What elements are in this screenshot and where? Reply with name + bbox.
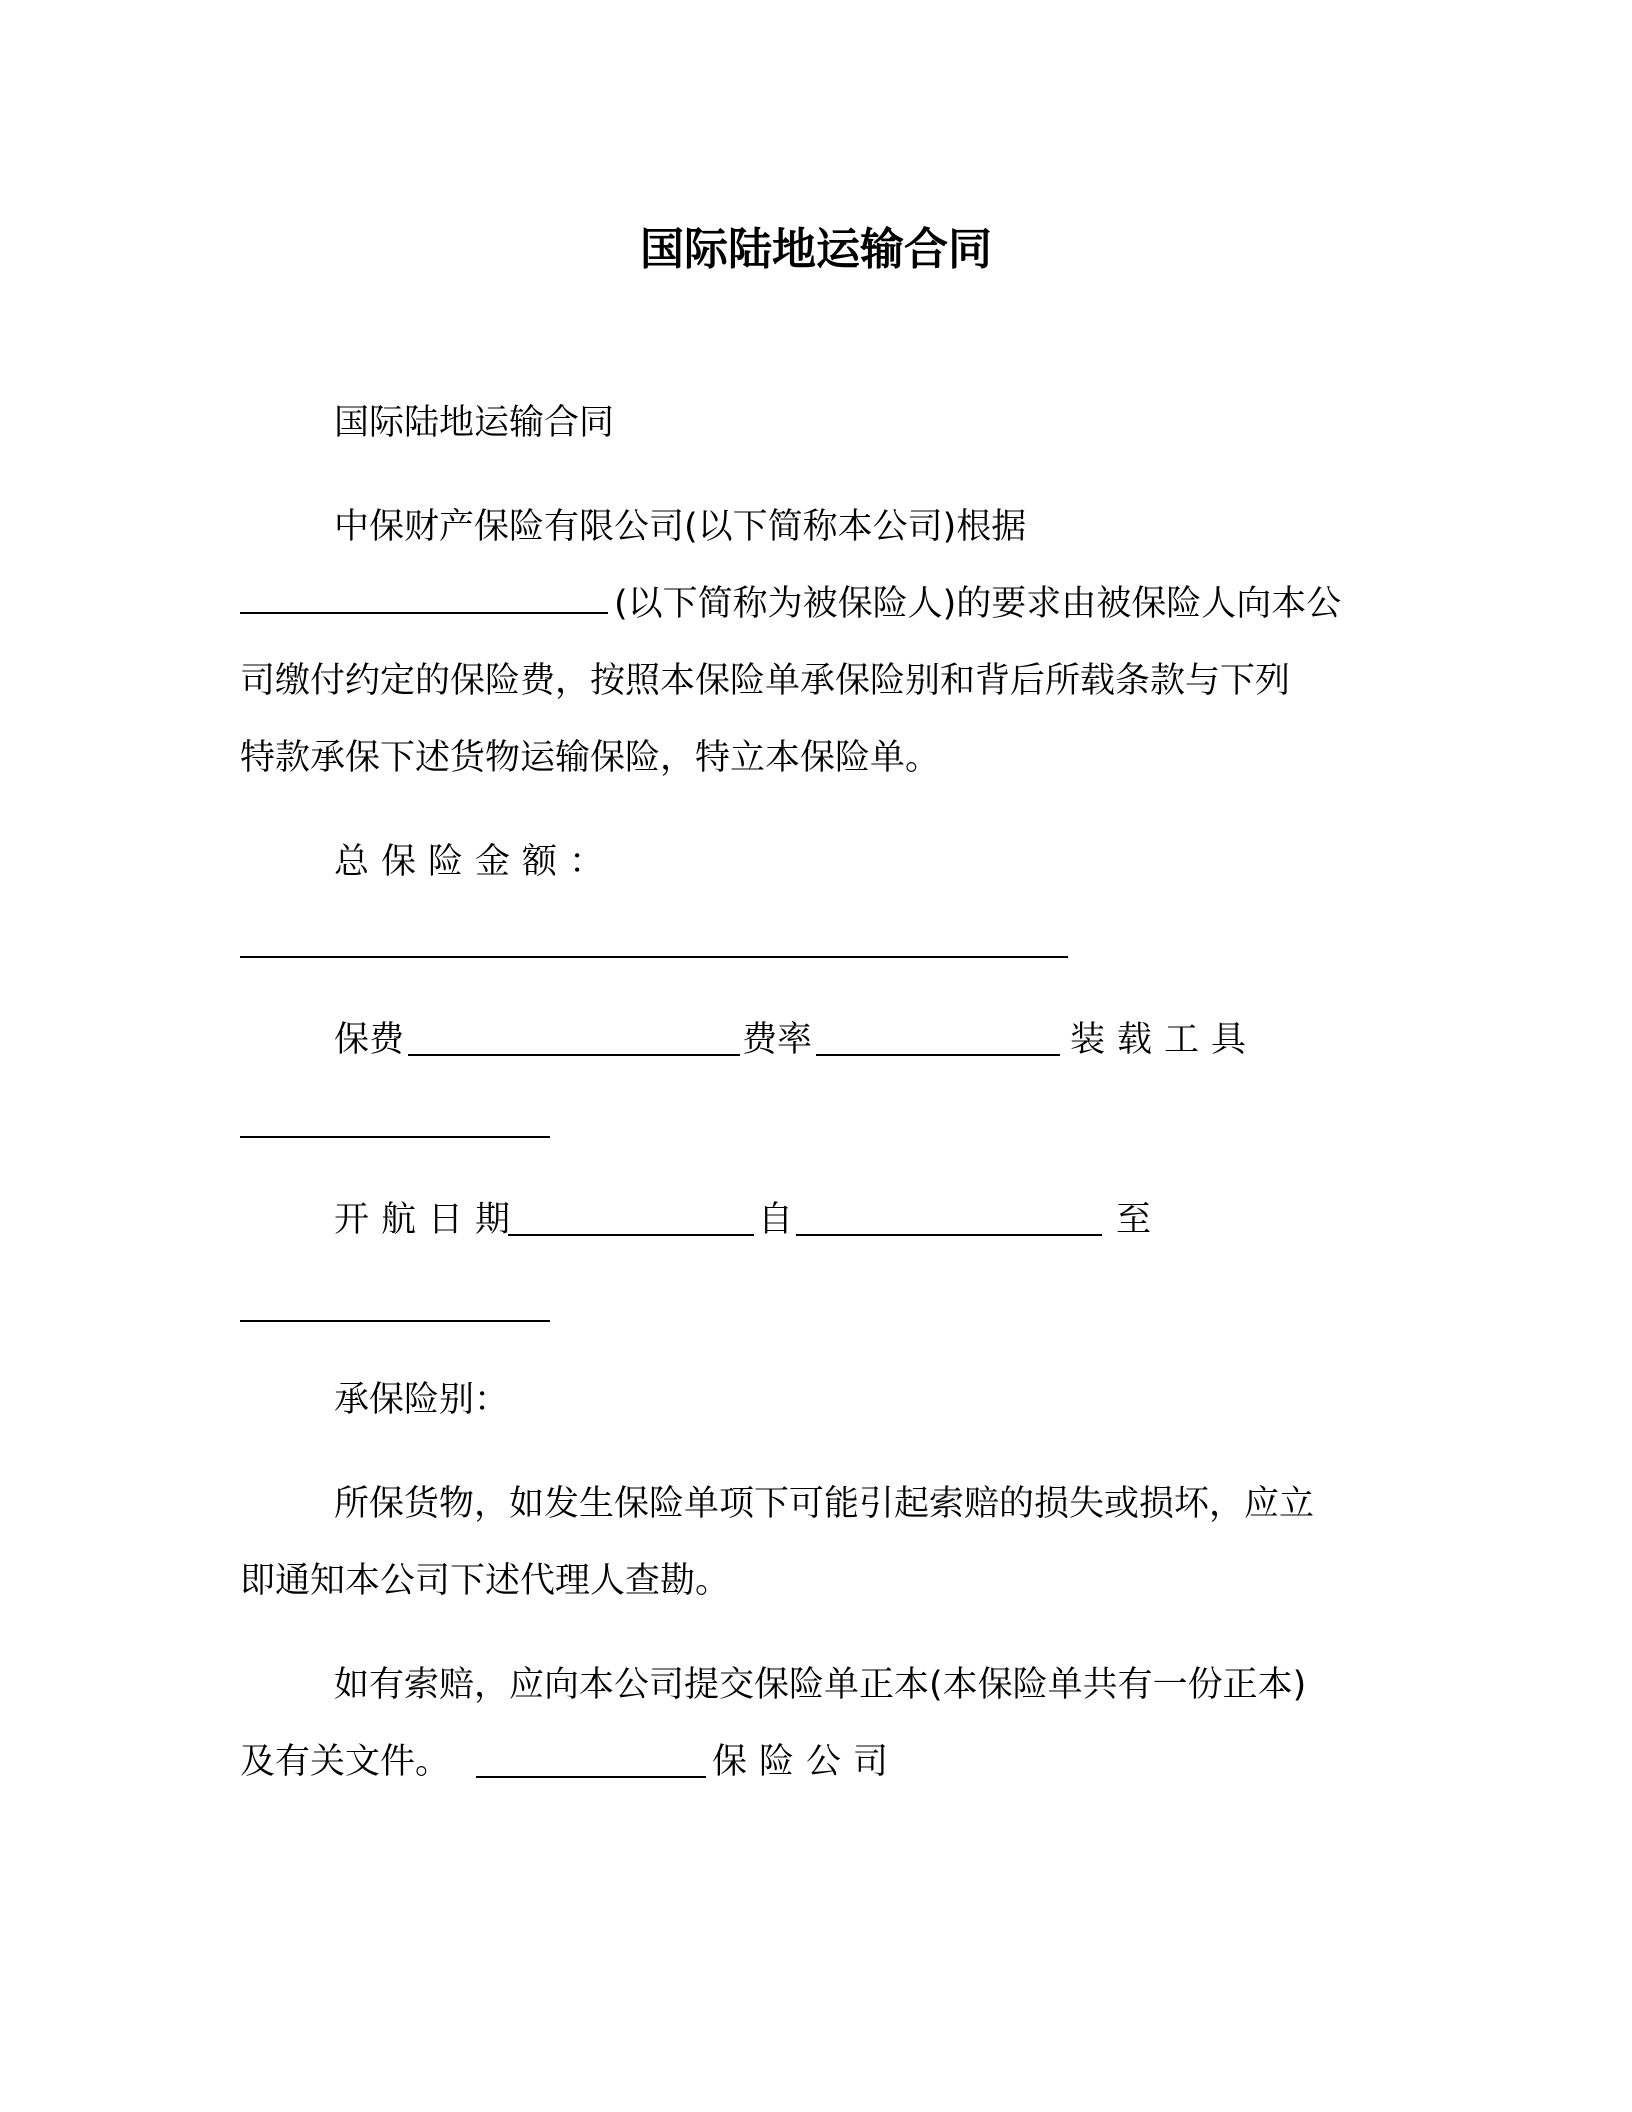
coverage-label: 承保险别： [334, 1380, 510, 1420]
intro-line-4: 特款承保下述货物运输保险，特立本保险单。 [240, 738, 941, 778]
rate-label: 费率 [742, 1020, 813, 1060]
vehicle-label: 装载工具 [1070, 1020, 1259, 1060]
intro-line-2: (以下简称为被保险人)的要求由被保险人向本公 [614, 584, 1342, 624]
from-blank [796, 1234, 1102, 1236]
document-title: 国际陆地运输合同 [640, 224, 992, 275]
document-subtitle: 国际陆地运输合同 [334, 403, 615, 443]
vehicle-blank [240, 1136, 550, 1138]
notice-line-2: 即通知本公司下述代理人查勘。 [240, 1561, 731, 1601]
to-blank [240, 1320, 550, 1322]
intro-line-1: 中保财产保险有限公司(以下简称本公司)根据 [334, 507, 1027, 547]
rate-blank [816, 1054, 1060, 1056]
total-amount-blank [240, 956, 1068, 958]
departure-date-label: 开航日期 [334, 1200, 523, 1240]
premium-label: 保费 [334, 1020, 405, 1060]
notice-line-1: 所保货物，如发生保险单项下可能引起索赔的损失或损坏，应立 [334, 1484, 1315, 1524]
intro-line-3: 司缴付约定的保险费，按照本保险单承保险别和背后所载条款与下列 [240, 661, 1291, 701]
insurance-company-label: 保险公司 [712, 1742, 901, 1782]
claim-line-1: 如有索赔，应向本公司提交保险单正本(本保险单共有一份正本) [334, 1665, 1307, 1705]
total-amount-label: 总保险金额： [334, 842, 617, 882]
departure-date-blank [508, 1234, 754, 1236]
insurer-name-blank [476, 1776, 706, 1778]
insured-name-blank [240, 612, 608, 614]
premium-blank [408, 1054, 740, 1056]
from-label: 自 [758, 1200, 794, 1240]
to-label: 至 [1116, 1200, 1152, 1240]
claim-line-2: 及有关文件。 [240, 1742, 451, 1782]
